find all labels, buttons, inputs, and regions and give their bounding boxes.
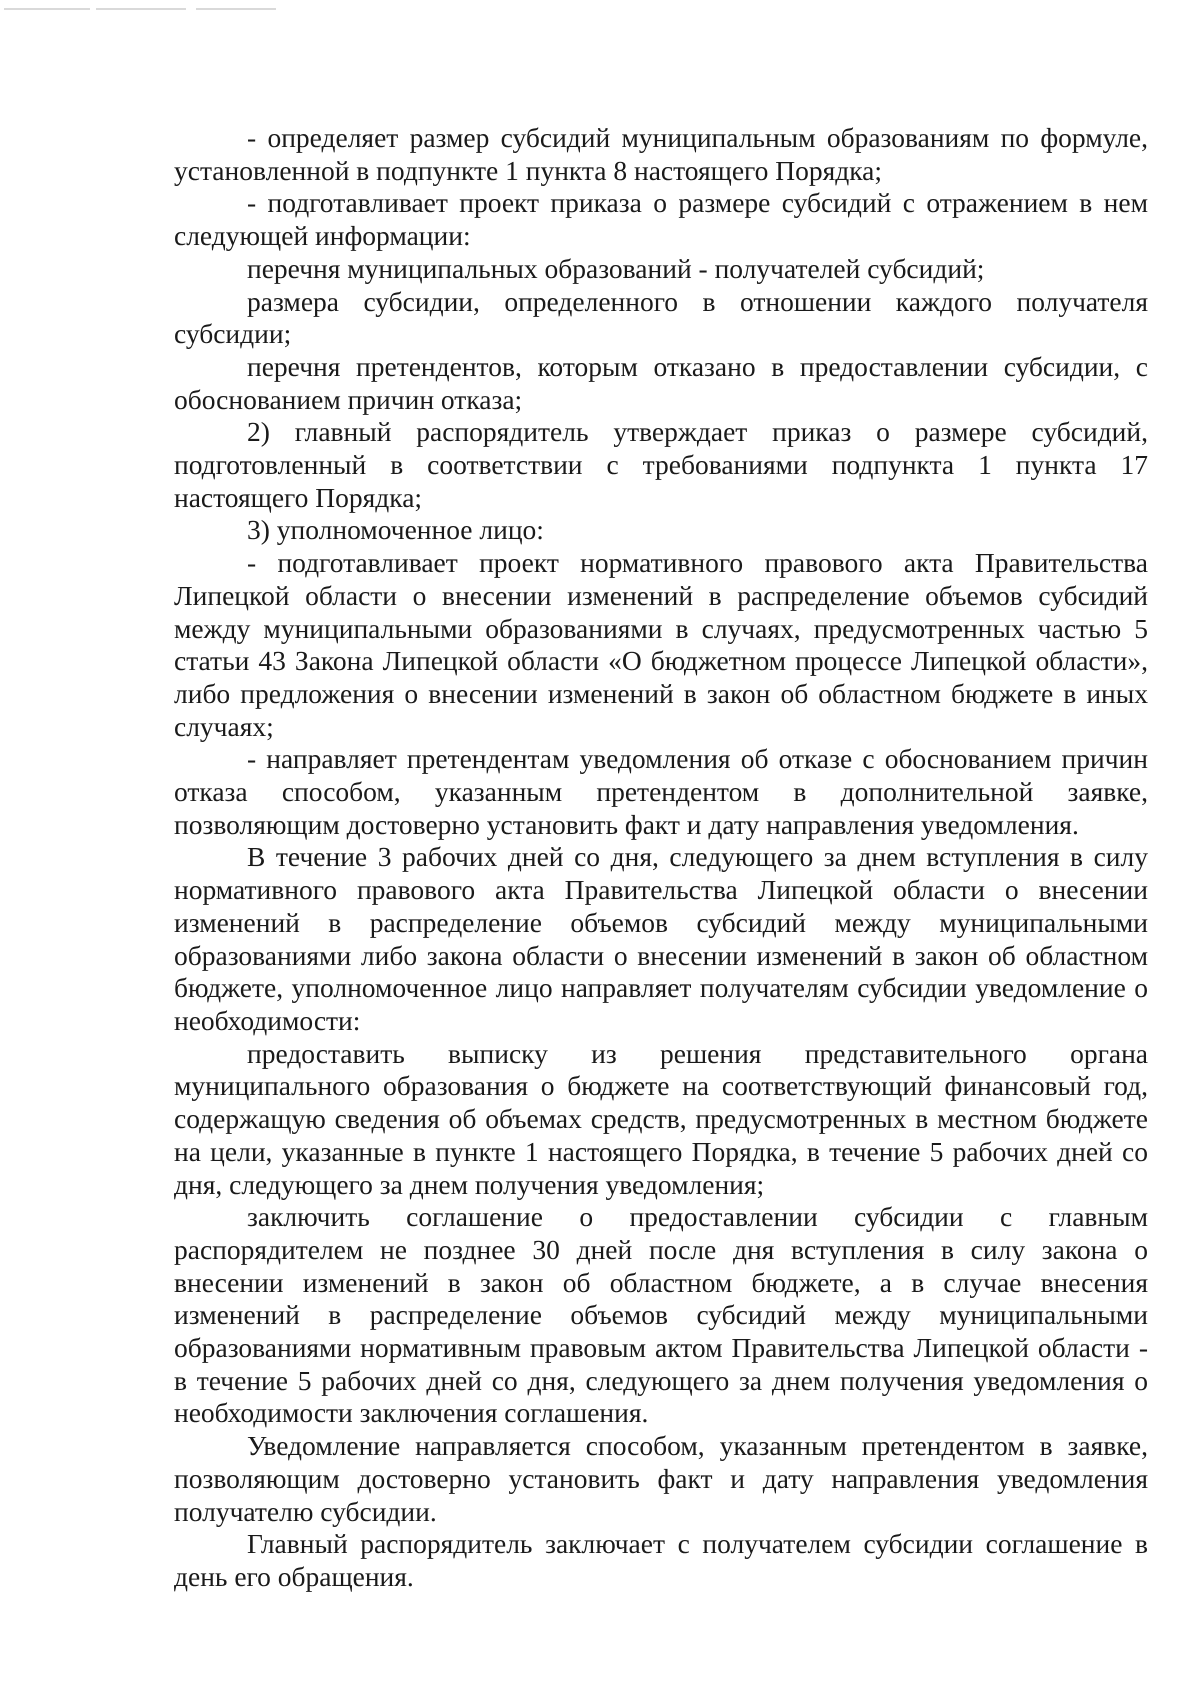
paragraph: - подготавливает проект нормативного правового акта Правительства Липецкой области о внесении изменений в распределение объемов субсидий между муниципальными образованиями в случаях, предусмотренных частью 5 статьи 43 Закона Липецкой области «О бюджетном процессе Липецкой области», либо предложения о внесении изменений в закон об областном бюджете в иных случаях; [174,547,1148,742]
scan-artifact [96,8,186,10]
paragraph: Уведомление направляется способом, указанным претендентом в заявке, позволяющим достоверно установить факт и дату направления уведомления получателю субсидии. [174,1430,1148,1527]
paragraph: - определяет размер субсидий муниципальным образованиям по формуле, установленной в подпункте 1 пункта 8 настоящего Порядка; [174,122,1148,186]
paragraph: - подготавливает проект приказа о размере субсидий с отражением в нем следующей информации: [174,187,1148,252]
paragraph: размера субсидии, определенного в отношении каждого получателя субсидии; [174,285,1148,350]
paragraph: 2) главный распорядитель утверждает приказ о размере субсидий, подготовленный в соответствии с требованиями подпункта 1 пункта 17 настоящего Порядка; [174,416,1148,513]
paragraph: заключить соглашение о предоставлении субсидии с главным распорядителем не позднее 30 дней после дня вступления в силу закона о внесении изменений в закон об областном бюджете, а в случае внесения изменений в распределение объемов субсидий между муниципальными образованиями нормативным правовым актом Правительства Липецкой области - в течение 5 рабочих дней со дня, следующего за днем получения уведомления о необходимости заключения соглашения. [174,1201,1148,1429]
scan-artifact [4,8,90,10]
paragraph: 3) уполномоченное лицо: [247,514,544,546]
paragraph: - направляет претендентам уведомления об отказе с обоснованием причин отказа способом, указанным претендентом в дополнительной заявке, позволяющим достоверно установить факт и дату направления уведомления. [174,743,1148,840]
paragraph: перечня претендентов, которым отказано в предоставлении субсидии, с обоснованием причин отказа; [174,350,1148,415]
document-body [174,122,1148,1594]
paragraph: В течение 3 рабочих дней со дня, следующего за днем вступления в силу нормативного правового акта Правительства Липецкой области о внесении изменений в распределение объемов субсидий между муниципальными образованиями либо закона области о внесении изменений в закон об областном бюджете, уполномоченное лицо направляет получателям субсидии уведомление о необходимости: [174,841,1148,1036]
scan-artifact [196,8,276,10]
paragraph: Главный распорядитель заключает с получателем субсидии соглашение в день его обращения. [174,1528,1148,1592]
paragraph: предоставить выписку из решения представительного органа муниципального образования о бюджете на соответствующий финансовый год, содержащую сведения об объемах средств, предусмотренных в местном бюджете на цели, указанные в пункте 1 настоящего Порядка, в течение 5 рабочих дней со дня, следующего за днем получения уведомления; [174,1037,1148,1200]
paragraph: перечня муниципальных образований - получателей субсидий; [247,252,985,284]
